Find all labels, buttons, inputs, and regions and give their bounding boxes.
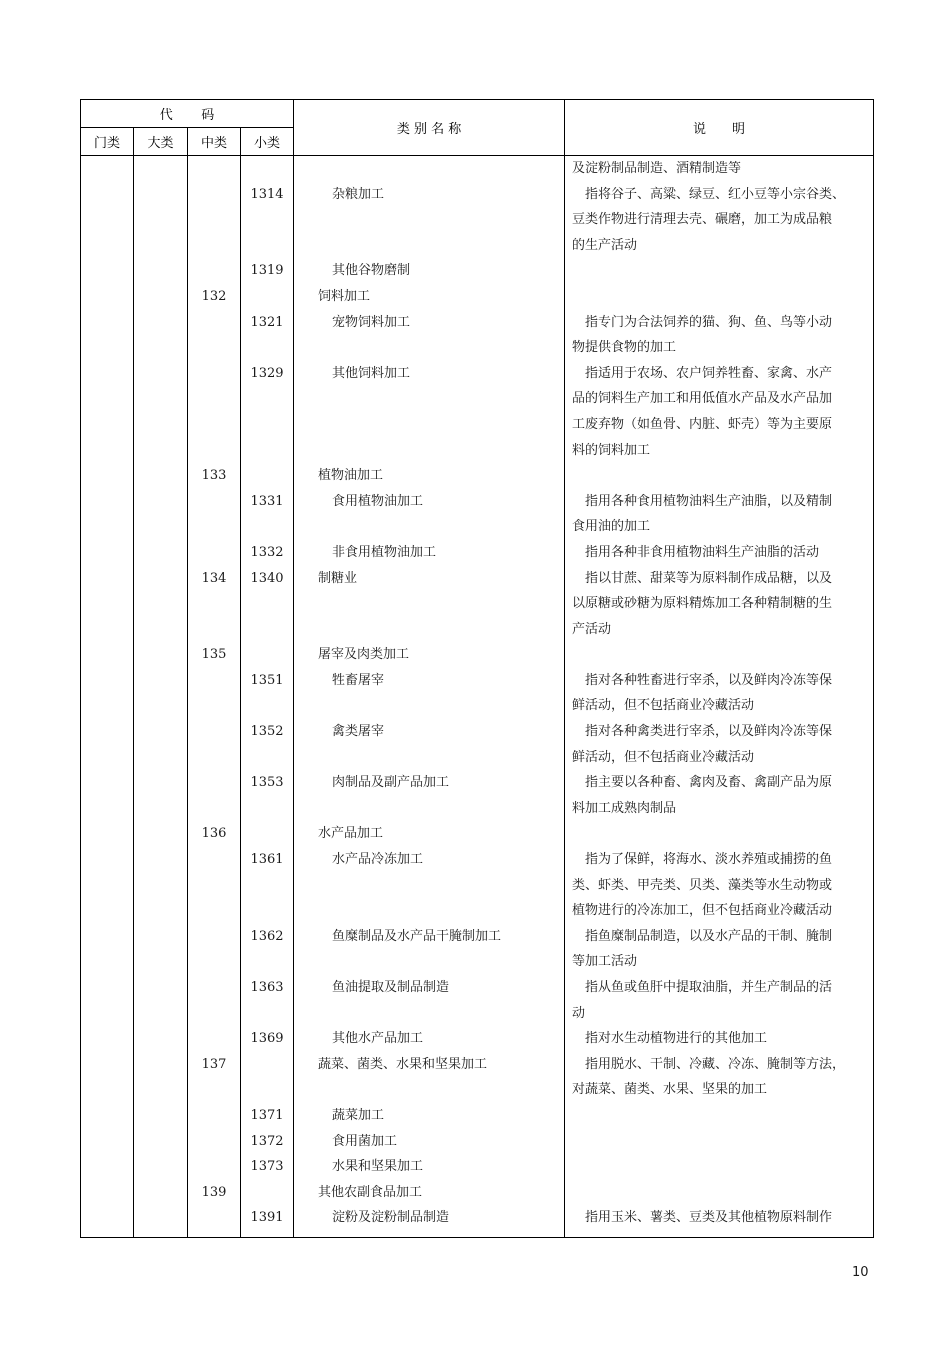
code-xiaolei: 1369: [241, 1026, 294, 1052]
description-line: 指将谷子、高粱、绿豆、红小豆等小宗谷类、: [585, 186, 846, 202]
code-dalei: [134, 1154, 188, 1180]
description-line: 指用玉米、薯类、豆类及其他植物原料制作: [585, 1210, 833, 1226]
table-row: [81, 284, 874, 310]
description-line: 指为了保鲜，将海水、淡水养殖或捕捞的鱼: [585, 852, 833, 868]
code-xiaolei: 1371: [241, 1103, 294, 1129]
col-header-zhonglei: 中类: [188, 128, 241, 156]
code-xiaolei: 1362: [241, 924, 294, 975]
category-description: [565, 719, 874, 770]
description-line: 食用油的加工: [572, 519, 651, 535]
code-zhonglei: [188, 975, 241, 1026]
code-dalei: [134, 310, 188, 361]
code-dalei: [134, 489, 188, 540]
code-menlei: [81, 1154, 134, 1180]
category-description: [565, 258, 874, 284]
category-description: [565, 668, 874, 719]
description-line: 指鱼糜制品制造，以及水产品的干制、腌制: [585, 928, 833, 944]
category-description: [565, 975, 874, 1026]
table-row: [81, 361, 874, 463]
category-name: 食用菌加工: [294, 1129, 565, 1155]
code-dalei: [134, 540, 188, 566]
code-menlei: [81, 489, 134, 540]
code-dalei: [134, 284, 188, 310]
code-xiaolei: 1319: [241, 258, 294, 284]
description-line: 指适用于农场、农户饲养牲畜、家禽、水产: [585, 365, 833, 381]
code-zhonglei: [188, 847, 241, 924]
code-menlei: [81, 310, 134, 361]
description-line: 指用各种非食用植物油料生产油脂的活动: [585, 544, 820, 560]
code-menlei: [81, 668, 134, 719]
code-menlei: [81, 1129, 134, 1155]
code-zhonglei: [188, 924, 241, 975]
category-name: [294, 156, 565, 182]
table-row: [81, 1205, 874, 1237]
category-name: 淀粉及淀粉制品制造: [294, 1205, 565, 1237]
code-dalei: [134, 770, 188, 821]
code-dalei: [134, 642, 188, 668]
description-line: 的生产活动: [572, 237, 638, 253]
table-row: [81, 182, 874, 259]
description-line: 料加工成熟肉制品: [572, 800, 677, 816]
code-menlei: [81, 1180, 134, 1206]
code-xiaolei: 1361: [241, 847, 294, 924]
table-row: [81, 1052, 874, 1103]
code-header: 代 码: [81, 100, 294, 128]
col-header-dalei: 大类: [134, 128, 188, 156]
col-header-menlei: 门类: [81, 128, 134, 156]
table-row: [81, 1026, 874, 1052]
category-name: 食用植物油加工: [294, 489, 565, 540]
table-row: [81, 463, 874, 489]
table-header: [81, 100, 874, 156]
category-name: 屠宰及肉类加工: [294, 642, 565, 668]
code-dalei: [134, 924, 188, 975]
code-zhonglei: [188, 489, 241, 540]
code-xiaolei: 1373: [241, 1154, 294, 1180]
table-row: [81, 540, 874, 566]
code-menlei: [81, 821, 134, 847]
category-name: 其他谷物磨制: [294, 258, 565, 284]
category-name: 蔬菜、菌类、水果和坚果加工: [294, 1052, 565, 1103]
table-row: [81, 1129, 874, 1155]
category-name: 蔬菜加工: [294, 1103, 565, 1129]
description-line: 等加工活动: [572, 954, 638, 970]
code-menlei: [81, 924, 134, 975]
category-name: 牲畜屠宰: [294, 668, 565, 719]
code-menlei: [81, 566, 134, 643]
table-row: [81, 975, 874, 1026]
code-zhonglei: [188, 1026, 241, 1052]
code-menlei: [81, 156, 134, 182]
table-row: [81, 924, 874, 975]
name-header: 类 别 名 称: [294, 100, 565, 156]
desc-header: 说 明: [565, 100, 874, 156]
category-description: [565, 463, 874, 489]
code-xiaolei: 1352: [241, 719, 294, 770]
code-dalei: [134, 258, 188, 284]
table-row: [81, 489, 874, 540]
code-xiaolei: 1340: [241, 566, 294, 643]
code-xiaolei: 1391: [241, 1205, 294, 1237]
code-zhonglei: 135: [188, 642, 241, 668]
code-menlei: [81, 540, 134, 566]
description-line: 产活动: [572, 621, 612, 637]
table-row: [81, 156, 874, 182]
code-menlei: [81, 642, 134, 668]
description-line: 类、虾类、甲壳类、贝类、藻类等水生动物或: [572, 877, 833, 893]
category-description: [565, 1180, 874, 1206]
code-xiaolei: 1332: [241, 540, 294, 566]
code-zhonglei: [188, 182, 241, 259]
code-zhonglei: 133: [188, 463, 241, 489]
description-line: 对蔬菜、菌类、水果、坚果的加工: [572, 1082, 768, 1098]
category-name: 鱼糜制品及水产品干腌制加工: [294, 924, 565, 975]
code-menlei: [81, 975, 134, 1026]
code-menlei: [81, 847, 134, 924]
code-xiaolei: 1363: [241, 975, 294, 1026]
code-xiaolei: 1314: [241, 182, 294, 259]
code-menlei: [81, 361, 134, 463]
code-zhonglei: [188, 1103, 241, 1129]
category-description: [565, 1052, 874, 1103]
code-xiaolei: [241, 156, 294, 182]
code-dalei: [134, 847, 188, 924]
description-line: 指主要以各种畜、禽肉及畜、禽副产品为原: [585, 775, 833, 791]
code-menlei: [81, 1103, 134, 1129]
code-zhonglei: 139: [188, 1180, 241, 1206]
code-zhonglei: [188, 1129, 241, 1155]
category-description: [565, 284, 874, 310]
code-zhonglei: 137: [188, 1052, 241, 1103]
code-zhonglei: [188, 668, 241, 719]
category-name: 水产品加工: [294, 821, 565, 847]
table-row: [81, 847, 874, 924]
description-line: 指从鱼或鱼肝中提取油脂，并生产制品的活: [585, 980, 833, 995]
category-description: [565, 540, 874, 566]
page-number: 10: [852, 1265, 869, 1280]
code-dalei: [134, 1026, 188, 1052]
code-dalei: [134, 1103, 188, 1129]
code-dalei: [134, 156, 188, 182]
category-name: 杂粮加工: [294, 182, 565, 259]
code-dalei: [134, 1052, 188, 1103]
code-xiaolei: 1353: [241, 770, 294, 821]
category-description: [565, 847, 874, 924]
description-line: 鲜活动，但不包括商业冷藏活动: [572, 698, 755, 714]
code-menlei: [81, 1052, 134, 1103]
code-dalei: [134, 463, 188, 489]
table-row: [81, 770, 874, 821]
category-name: 非食用植物油加工: [294, 540, 565, 566]
code-menlei: [81, 182, 134, 259]
category-description: [565, 310, 874, 361]
code-dalei: [134, 566, 188, 643]
code-menlei: [81, 258, 134, 284]
description-line: 鲜活动，但不包括商业冷藏活动: [572, 749, 755, 765]
code-zhonglei: [188, 1154, 241, 1180]
category-description: [565, 821, 874, 847]
description-line: 料的饲料加工: [572, 442, 651, 458]
code-dalei: [134, 719, 188, 770]
category-name: 鱼油提取及制品制造: [294, 975, 565, 1026]
description-line: 植物进行的冷冻加工，但不包括商业冷藏活动: [572, 903, 833, 919]
code-menlei: [81, 770, 134, 821]
code-zhonglei: [188, 310, 241, 361]
code-dalei: [134, 1205, 188, 1237]
code-xiaolei: [241, 463, 294, 489]
category-name: 其他饲料加工: [294, 361, 565, 463]
category-description: [565, 924, 874, 975]
code-zhonglei: 134: [188, 566, 241, 643]
category-description: [565, 1154, 874, 1180]
description-line: 工废弃物（如鱼骨、内脏、虾壳）等为主要原: [572, 416, 833, 432]
description-line: 指用脱水、干制、冷藏、冷冻、腌制等方法，: [585, 1056, 846, 1072]
table-row: [81, 1154, 874, 1180]
code-dalei: [134, 182, 188, 259]
category-description: [565, 770, 874, 821]
code-zhonglei: [188, 258, 241, 284]
description-line: 以原糖或砂糖为原料精炼加工各种精制糖的生: [572, 596, 833, 612]
code-xiaolei: [241, 284, 294, 310]
category-description: [565, 1205, 874, 1237]
table-row: [81, 821, 874, 847]
category-name: 饲料加工: [294, 284, 565, 310]
category-description: [565, 1103, 874, 1129]
table-row: [81, 258, 874, 284]
category-name: 水产品冷冻加工: [294, 847, 565, 924]
code-xiaolei: [241, 821, 294, 847]
code-zhonglei: [188, 719, 241, 770]
code-menlei: [81, 1026, 134, 1052]
code-menlei: [81, 1205, 134, 1237]
table-row: [81, 566, 874, 643]
table-row: [81, 310, 874, 361]
code-zhonglei: [188, 770, 241, 821]
category-name: 其他农副食品加工: [294, 1180, 565, 1206]
code-menlei: [81, 284, 134, 310]
description-line: 品的饲料生产加工和用低值水产品及水产品加: [572, 391, 833, 407]
category-name: 宠物饲料加工: [294, 310, 565, 361]
code-xiaolei: 1351: [241, 668, 294, 719]
code-xiaolei: 1331: [241, 489, 294, 540]
classification-table: [80, 99, 874, 1238]
category-name: 禽类屠宰: [294, 719, 565, 770]
category-description: [565, 642, 874, 668]
table-row: [81, 642, 874, 668]
category-name: 其他水产品加工: [294, 1026, 565, 1052]
code-zhonglei: [188, 1205, 241, 1237]
col-header-xiaolei: 小类: [241, 128, 294, 156]
description-line: 及淀粉制品制造、酒精制造等: [572, 161, 742, 176]
category-description: [565, 182, 874, 259]
code-menlei: [81, 719, 134, 770]
description-line: 物提供食物的加工: [572, 340, 677, 356]
code-zhonglei: [188, 540, 241, 566]
table-row: [81, 719, 874, 770]
description-line: 动: [572, 1005, 586, 1021]
category-description: [565, 1026, 874, 1052]
description-line: 指专门为合法饲养的猫、狗、鱼、鸟等小动: [585, 314, 833, 330]
category-description: [565, 1129, 874, 1155]
code-dalei: [134, 668, 188, 719]
code-xiaolei: 1372: [241, 1129, 294, 1155]
table-row: [81, 668, 874, 719]
category-name: 肉制品及副产品加工: [294, 770, 565, 821]
table-body: [81, 156, 874, 1238]
code-dalei: [134, 361, 188, 463]
code-dalei: [134, 975, 188, 1026]
code-zhonglei: [188, 156, 241, 182]
category-name: 制糖业: [294, 566, 565, 643]
code-xiaolei: [241, 642, 294, 668]
category-name: 植物油加工: [294, 463, 565, 489]
category-description: [565, 566, 874, 643]
code-zhonglei: 136: [188, 821, 241, 847]
table-row: [81, 1103, 874, 1129]
code-zhonglei: [188, 361, 241, 463]
code-xiaolei: 1321: [241, 310, 294, 361]
description-line: 指对水生动植物进行的其他加工: [585, 1031, 768, 1047]
code-menlei: [81, 463, 134, 489]
table-row: [81, 1180, 874, 1206]
code-xiaolei: [241, 1052, 294, 1103]
category-description: [565, 489, 874, 540]
category-description: [565, 361, 874, 463]
code-dalei: [134, 1180, 188, 1206]
code-xiaolei: 1329: [241, 361, 294, 463]
category-description: [565, 156, 874, 182]
description-line: 豆类作物进行清理去壳、碾磨，加工为成品粮: [572, 212, 833, 228]
description-line: 指以甘蔗、甜菜等为原料制作成品糖，以及: [585, 570, 833, 586]
code-zhonglei: 132: [188, 284, 241, 310]
description-line: 指对各种牲畜进行宰杀，以及鲜肉冷冻等保: [585, 672, 833, 688]
code-dalei: [134, 821, 188, 847]
code-dalei: [134, 1129, 188, 1155]
category-name: 水果和坚果加工: [294, 1154, 565, 1180]
description-line: 指用各种食用植物油料生产油脂，以及精制: [585, 493, 833, 509]
code-xiaolei: [241, 1180, 294, 1206]
description-line: 指对各种禽类进行宰杀，以及鲜肉冷冻等保: [585, 724, 833, 740]
